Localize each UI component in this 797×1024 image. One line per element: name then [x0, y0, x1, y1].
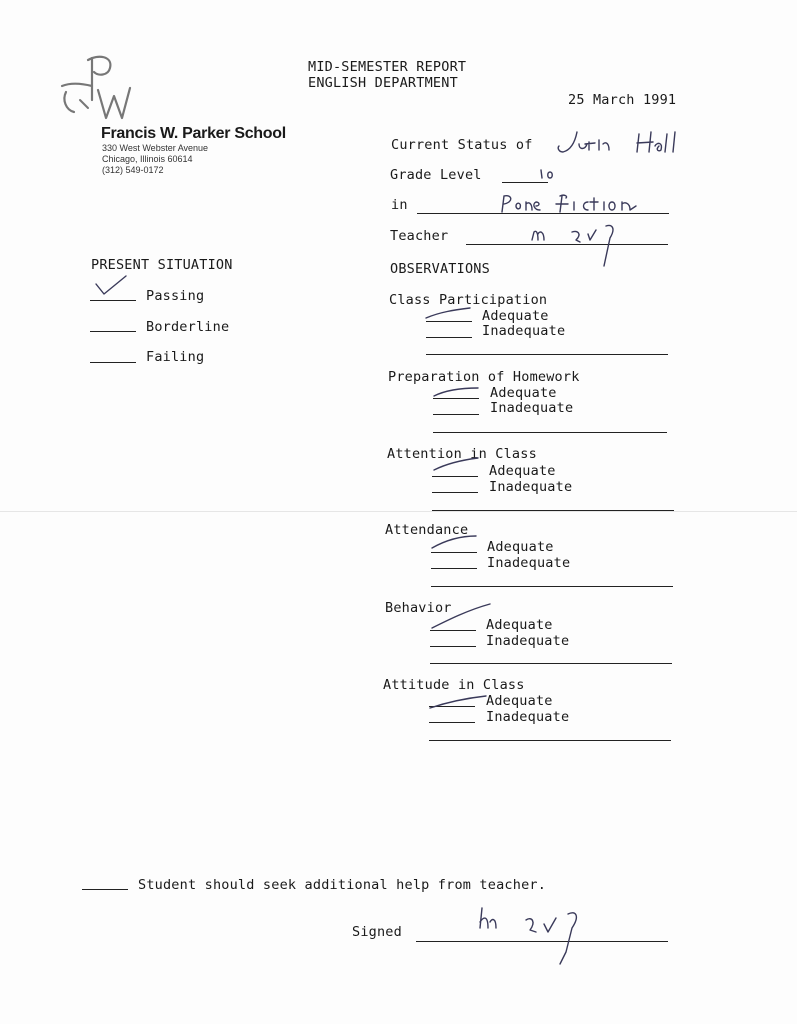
class-participation-label: Class Participation: [389, 292, 548, 308]
attention-comment-line[interactable]: [432, 510, 674, 511]
school-name: Francis W. Parker School: [101, 125, 286, 142]
passing-checkbox-line[interactable]: [90, 300, 136, 301]
report-date: 25 March 1991: [568, 92, 677, 108]
behavior-label: Behavior: [385, 600, 452, 616]
observations-heading: OBSERVATIONS: [390, 261, 490, 277]
failing-checkbox-line[interactable]: [90, 362, 136, 363]
homework-check: [432, 382, 482, 400]
teacher-signature-handwriting: [528, 222, 628, 272]
homework-label: Preparation of Homework: [388, 369, 580, 385]
school-monogram-logo: [58, 52, 138, 127]
current-status-label: Current Status of: [391, 137, 533, 153]
attention-check: [432, 454, 482, 474]
class-participation-adequate-label: Adequate: [482, 308, 549, 324]
grade-level-line: [502, 182, 548, 183]
homework-comment-line[interactable]: [433, 432, 667, 433]
attendance-adequate-line[interactable]: [431, 552, 477, 553]
class-participation-inadequate-label: Inadequate: [482, 323, 566, 339]
attendance-comment-line[interactable]: [431, 586, 673, 587]
attitude-adequate-label: Adequate: [486, 693, 553, 709]
class-participation-inadequate-line[interactable]: [426, 337, 472, 338]
behavior-comment-line[interactable]: [430, 663, 672, 664]
report-title: MID-SEMESTER REPORT: [308, 59, 467, 75]
behavior-check: [428, 602, 494, 632]
teacher-label: Teacher: [390, 228, 449, 244]
attendance-adequate-label: Adequate: [487, 539, 554, 555]
grade-level-label: Grade Level: [390, 167, 482, 183]
attendance-inadequate-label: Inadequate: [487, 555, 571, 571]
teacher-signature: [476, 906, 606, 968]
class-participation-comment-line[interactable]: [426, 354, 668, 355]
attendance-label: Attendance: [385, 522, 469, 538]
additional-help-checkbox-line[interactable]: [82, 889, 128, 890]
failing-option-label: Failing: [146, 349, 205, 365]
student-name-handwriting: [555, 128, 695, 158]
class-participation-check: [424, 304, 474, 322]
school-phone: (312) 549-0172: [102, 165, 164, 175]
behavior-adequate-label: Adequate: [486, 617, 553, 633]
behavior-inadequate-label: Inadequate: [486, 633, 570, 649]
passing-checkmark: [92, 270, 132, 300]
attention-inadequate-line[interactable]: [432, 492, 478, 493]
borderline-checkbox-line[interactable]: [90, 331, 136, 332]
signed-label: Signed: [352, 924, 402, 940]
attitude-inadequate-line[interactable]: [429, 722, 475, 723]
attention-label: Attention in Class: [387, 446, 537, 462]
borderline-option-label: Borderline: [146, 319, 230, 335]
homework-inadequate-label: Inadequate: [490, 400, 574, 416]
subject-label: in: [391, 197, 408, 213]
paper-fold: [0, 511, 797, 512]
behavior-inadequate-line[interactable]: [430, 646, 476, 647]
school-address-city: Chicago, Illinois 60614: [102, 154, 193, 164]
department-title: ENGLISH DEPARTMENT: [308, 75, 458, 91]
attention-adequate-line[interactable]: [432, 476, 478, 477]
attitude-comment-line[interactable]: [429, 740, 671, 741]
attitude-inadequate-label: Inadequate: [486, 709, 570, 725]
attitude-label: Attitude in Class: [383, 677, 525, 693]
attitude-check: [428, 690, 490, 712]
attention-adequate-label: Adequate: [489, 463, 556, 479]
homework-inadequate-line[interactable]: [433, 414, 479, 415]
attention-inadequate-label: Inadequate: [489, 479, 573, 495]
grade-level-handwriting: [538, 166, 560, 182]
attendance-inadequate-line[interactable]: [431, 568, 477, 569]
subject-handwriting: [498, 192, 648, 216]
school-address-street: 330 West Webster Avenue: [102, 143, 209, 153]
additional-help-statement: Student should seek additional help from teacher.: [138, 877, 547, 893]
present-situation-heading: PRESENT SITUATION: [91, 257, 233, 273]
homework-adequate-label: Adequate: [490, 385, 557, 401]
attendance-check: [430, 530, 480, 550]
passing-option-label: Passing: [146, 288, 205, 304]
